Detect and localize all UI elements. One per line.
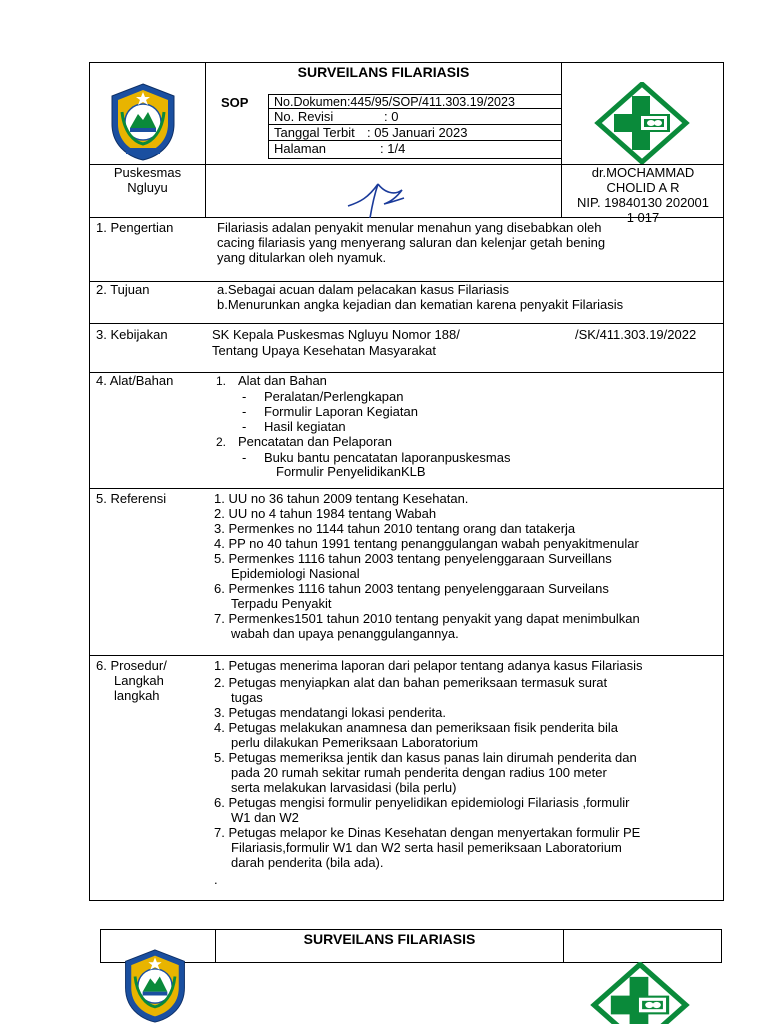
revision-label: No. Revisi — [274, 109, 334, 124]
signer-block: dr.MOCHAMMAD CHOLID A R NIP. 19840130 202001 1 017 — [576, 165, 710, 225]
section-label-referensi: 5. Referensi — [96, 491, 167, 506]
section-label-kebijakan: 3. Kebijakan — [96, 327, 168, 342]
alat-sub-2: Formulir Laporan Kegiatan — [264, 404, 418, 419]
kebijakan-line1a: SK Kepala Puskesmas Ngluyu Nomor 188/ — [212, 327, 460, 342]
alat-sub-4: Buku bantu pencatatan laporanpuskesmas — [264, 450, 511, 465]
section-label-pengertian: 1. Pengertian — [96, 220, 174, 235]
regency-emblem-logo — [104, 82, 182, 162]
document-title: SURVEILANS FILARIASIS — [297, 64, 470, 80]
page2-title: SURVEILANS FILARIASIS — [303, 931, 476, 947]
alat-dash-4: - — [242, 450, 247, 465]
section-label-alat: 4. Alat/Bahan — [96, 373, 174, 388]
signature — [338, 172, 418, 222]
alat-sub-1: Peralatan/Perlengkapan — [264, 389, 404, 404]
section-body-referensi: 1. UU no 36 tahun 2009 tentang Kesehatan. 2. UU no 4 tahun 1984 tentang Wabah 3. Permenkes no 1144 tahun 2010 tentang orang dan tatakerja 4. PP no 40 tahun 1991 tentang penanggulangan wabah penyakitmenular 5. Permenkes 1116 tahun 2003 tentang penyelenggaraan Surveillans Epidemiologi Nasional 6. Permenkes 1116 tahun 2003 tentang penyelenggaraan Surveilans Terpadu Penyakit 7. Permenkes1501 tahun 2010 tentang penyakit yang dapat menimbulkan wabah dan upaya penanggulangannya. — [214, 491, 640, 641]
puskesmas-cross-logo — [594, 82, 690, 164]
section-body-pengertian: Filariasis adalan penyakit menular menahun yang disebabkan oleh cacing filariasis yang menyerang saluran dan kelenjar getah bening yang ditularkan oleh nyamuk. — [217, 220, 606, 265]
section-body-tujuan: a.Sebagai acuan dalam pelacakan kasus Filariasis b.Menurunkan angka kejadian dan kematian karena penyakit Filariasis — [217, 282, 624, 312]
section-label-prosedur: 6. Prosedur/ Langkah langkah — [96, 658, 167, 703]
alat-item2: Pencatatan dan Pelaporan — [238, 434, 392, 449]
kebijakan-line2: Tentang Upaya Kesehatan Masyarakat — [212, 343, 437, 358]
section-label-tujuan: 2. Tujuan — [96, 282, 150, 297]
alat-dash-2: - — [242, 404, 247, 419]
section-body-prosedur: 1. Petugas menerima laporan dari pelapor tentang adanya kasus Filariasis 2. Petugas menyiapkan alat dan bahan pemeriksaan termasuk surat tugas 3. Petugas mendatangi lokasi penderita. 4. Petugas melakukan anamnesa dan pemeriksaan fisik penderita bila perlu dilakukan Pemeriksaan Laboratorium 5. Petugas memeriksa jentik dan kasus panas lain dirumah penderita dan pada 20 rumah sekitar rumah penderita dengan radius 100 meter serta melakukan larvasidasi (bila perlu) 6. Petugas mengisi formulir penyelidikan epidemiologi Filariasis ,formulir W1 dan W2 7. Petugas melapor ke Dinas Kesehatan dengan menyertakan formulir PE Filariasis,formulir W1 dan W2 serta hasil pemeriksaan Laboratorium darah penderita (bila ada). . — [214, 658, 643, 887]
page-value: : 1/4 — [380, 141, 406, 156]
sop-label: SOP — [221, 95, 249, 110]
alat-dash-1: - — [242, 389, 247, 404]
alat-item1: Alat dan Bahan — [238, 373, 327, 388]
page-label: Halaman — [274, 141, 327, 156]
alat-sub-3: Hasil kegiatan — [264, 419, 346, 434]
issue-date-value: : 05 Januari 2023 — [367, 125, 468, 140]
issue-date-label: Tanggal Terbit — [274, 125, 355, 140]
page2-regency-emblem-logo — [116, 948, 194, 1024]
page2-puskesmas-cross-logo — [590, 962, 690, 1024]
alat-dash-3: - — [242, 419, 247, 434]
alat-item1-num: 1. — [216, 374, 227, 388]
revision-value: : 0 — [384, 109, 399, 124]
kebijakan-line1b: /SK/411.303.19/2022 — [575, 327, 697, 342]
doc-number: No.Dokumen:445/95/SOP/411.303.19/2023 — [274, 95, 515, 109]
alat-item2-num: 2. — [216, 435, 227, 449]
alat-sub-5: Formulir PenyelidikanKLB — [276, 464, 426, 479]
org-name: Puskesmas Ngluyu — [113, 165, 182, 195]
